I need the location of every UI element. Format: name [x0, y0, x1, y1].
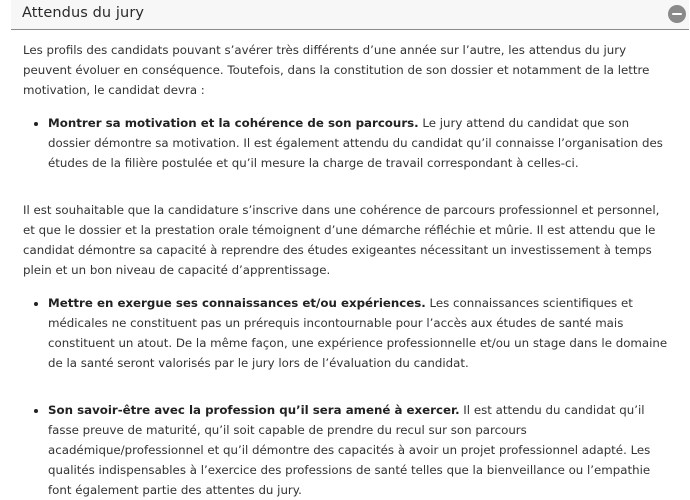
spacer: [23, 173, 668, 200]
accordion-content: [23, 40, 668, 500]
spacer: [23, 100, 668, 113]
list-item-title: Mettre en exergue ses connaissances et/ou expériences.: [48, 296, 426, 310]
list-item-title: Montrer sa motivation et la cohérence de son parcours.: [48, 116, 419, 130]
minus-bar: [672, 13, 682, 15]
list-item-motivation: [48, 113, 668, 173]
spacer: [23, 373, 668, 400]
list-item-text: Les connaissances scientifiques et médicales ne constituent pas un prérequis incontournable pour l’accès aux études de santé mais constituent un atout. De la même façon, une expérience professionnelle et/ou un stage dans le domaine de la santé seront valorisés par le jury lors de l’évaluation du candidat.: [48, 296, 668, 370]
intro-paragraph: Les profils des candidats pouvant s’avérer très différents d’une année sur l’autre, les attendus du jury peuvent évoluer en conséquence. Toutefois, dans la constitution de son dossier et notamment de la lettre motivation, le candidat devra :: [23, 43, 650, 97]
list-item-savoir-etre: [48, 400, 668, 500]
panel-title: Attendus du jury: [22, 5, 145, 21]
spacer: [23, 280, 668, 293]
criteria-list-3: [23, 400, 668, 500]
list-item-title: Son savoir-être avec la profession qu’il sera amené à exercer.: [48, 403, 460, 417]
criteria-list-1: [23, 113, 668, 173]
criteria-list-2: [23, 293, 668, 373]
list-item-text: Le jury attend du candidat que son dossier démontre sa motivation. Il est également attendu du candidat qu’il connaisse l’organisation des études de la filière postulée et qu’il mesure la charge de travail correspondant à celles-ci.: [48, 116, 663, 170]
list-item-knowledge: [48, 293, 668, 373]
minus-circle-icon[interactable]: [668, 5, 686, 23]
paragraph-coherence: Il est souhaitable que la candidature s’inscrive dans une cohérence de parcours professionnel et personnel, et que le dossier et la prestation orale témoignent d’une démarche réfléchie et mûrie. Il est attendu que le candidat démontre sa capacité à reprendre des études exigeantes nécessitant un investissement à temps plein et un bon niveau de capacité d’apprentissage.: [23, 203, 660, 277]
accordion-header[interactable]: [11, 0, 689, 30]
list-item-text: Il est attendu du candidat qu’il fasse preuve de maturité, qu’il soit capable de prendre du recul sur son parcours académique/professionnel et qu’il démontre des capacités à avoir un projet professionnel adapté. Les qualités indispensables à l’exercice des professions de santé telles que la bienveillance ou l’empathie font également partie des attentes du jury.: [48, 403, 651, 497]
